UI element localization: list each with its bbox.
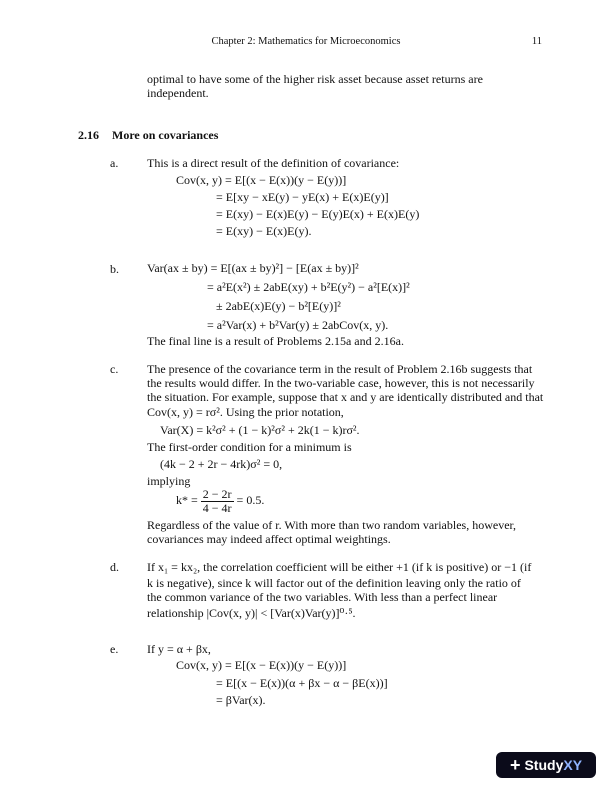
section-heading	[78, 128, 218, 143]
part-b-eq-2: = a²E(x²) ± 2abE(xy) + b²E(y²) − a²[E(x)]²	[207, 280, 410, 294]
kstar-denominator: 4 − 4r	[202, 500, 232, 515]
intro-line-2: independent.	[147, 86, 209, 100]
part-c-closing-2: covariances may indeed affect optimal weightings.	[147, 532, 391, 546]
part-b-eq-3: ± 2abE(x)E(y) − b²[E(y)]²	[216, 299, 341, 313]
part-c-var-eq: Var(X) = k²σ² + (1 − k)²σ² + 2k(1 − k)rσ².	[160, 423, 360, 437]
part-c-line-3: the situation. For example, suppose that x and y are identically distributed and that	[147, 390, 544, 404]
running-title: Chapter 2: Mathematics for Microeconomics	[211, 36, 401, 47]
part-c-label: c.	[110, 362, 119, 376]
part-c-implying: implying	[147, 474, 191, 488]
part-a-eq-3: = E(xy) − E(x)E(y) − E(y)E(x) + E(x)E(y)	[216, 207, 420, 221]
part-d-line-4: relationship |Cov(x, y)| < [Var(x)Var(y)]⁰·⁵.	[147, 606, 356, 620]
part-b-eq-4: = a²Var(x) + b²Var(y) ± 2abCov(x, y).	[207, 318, 389, 332]
part-a-text: This is a direct result of the definition of covariance:	[147, 156, 400, 170]
intro-line-1: optimal to have some of the higher risk asset because asset returns are	[147, 72, 483, 86]
kstar-numerator: 2 − 2r	[202, 486, 232, 501]
part-d-line-2: k is negative), since k will factor out of the definition leaving only the ratio of	[147, 576, 521, 590]
part-d-line-3: the common variance of the two variables. With less than a perfect linear	[147, 590, 498, 604]
part-a-eq-2: = E[xy − xE(y) − yE(x) + E(x)E(y)]	[216, 190, 389, 204]
part-c-closing-1: Regardless of the value of r. With more than two random variables, however,	[147, 518, 517, 532]
section-title: More on covariances	[112, 128, 219, 142]
part-e-eq-1: Cov(x, y) = E[(x − E(x))(y − E(y))]	[176, 658, 347, 672]
part-b-label: b.	[110, 262, 119, 276]
section-number: 2.16	[78, 128, 99, 142]
studyxy-badge[interactable]	[496, 752, 596, 778]
part-c-line-1: The presence of the covariance term in the result of Problem 2.16b suggests that	[147, 362, 533, 376]
part-d-label: d.	[110, 560, 119, 574]
plus-icon: +	[509, 755, 521, 775]
brand-name: StudyXY	[524, 757, 583, 773]
part-c-foc-eq: (4k − 2 + 2r − 4rk)σ² = 0,	[160, 457, 283, 471]
part-e-eq-3: = βVar(x).	[216, 693, 266, 707]
kstar-rhs: = 0.5.	[236, 493, 265, 507]
part-b-eq-1: Var(ax ± by) = E[(ax ± by)²] − [E(ax ± by)]²	[147, 261, 359, 275]
part-e-label: e.	[110, 642, 119, 656]
part-c-kstar-eq	[176, 486, 264, 515]
kstar-fraction	[201, 488, 234, 515]
part-d-line-1: If x₁ = kx₂, the correlation coefficient will be either +1 (if k is positive) or −1 (if	[147, 560, 532, 574]
part-c-line-2: the results would differ. In the two-variable case, however, this is not necessarily	[147, 376, 535, 390]
part-b-note: The final line is a result of Problems 2.15a and 2.16a.	[147, 334, 404, 348]
part-a-eq-4: = E(xy) − E(x)E(y).	[216, 224, 312, 238]
part-e-eq-2: = E[(x − E(x))(α + βx − α − βE(x))]	[216, 676, 388, 690]
part-e-text: If y = α + βx,	[147, 642, 211, 656]
kstar-lhs: k* =	[176, 493, 198, 507]
part-c-line-4: Cov(x, y) = rσ². Using the prior notation,	[147, 405, 344, 419]
part-a-eq-1: Cov(x, y) = E[(x − E(x))(y − E(y))]	[176, 173, 347, 187]
part-c-foc-text: The first-order condition for a minimum is	[147, 440, 352, 454]
part-a-label: a.	[110, 156, 119, 170]
page-header	[0, 36, 612, 50]
page-number: 11	[531, 36, 542, 47]
